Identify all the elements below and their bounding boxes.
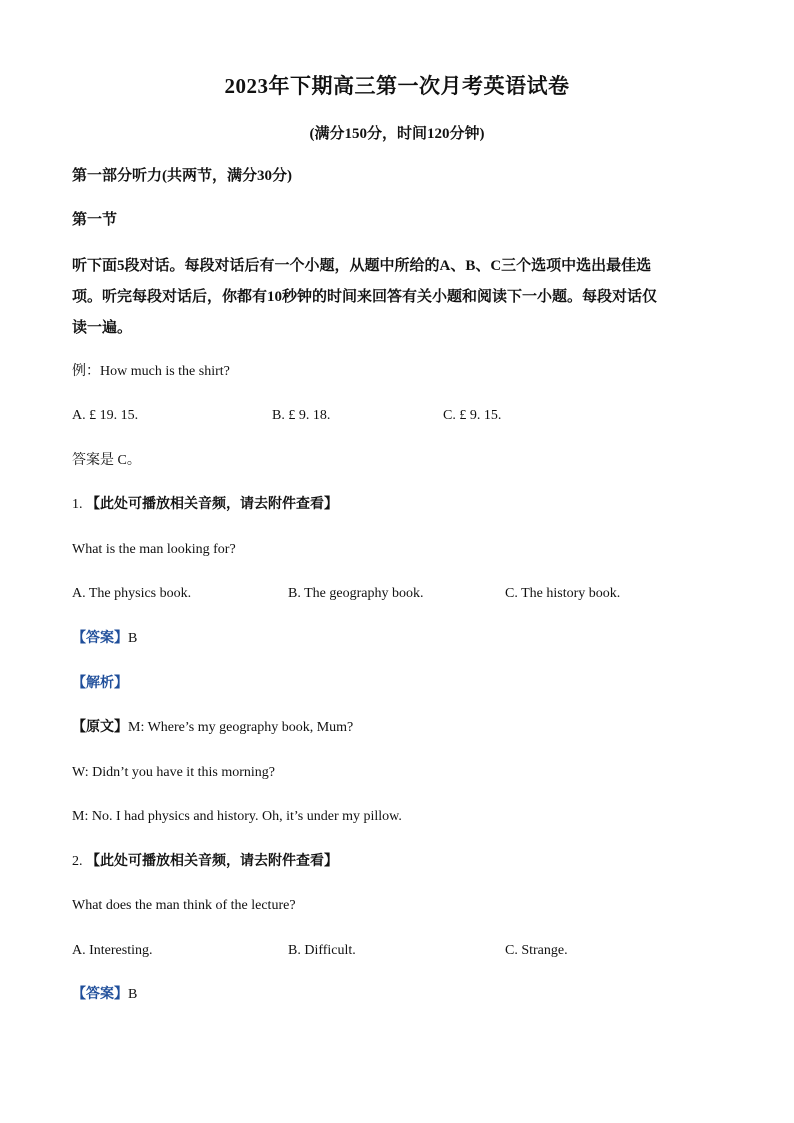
question-1-option-a: A. The physics book. [72, 586, 192, 601]
question-1-transcript-line-1 [72, 718, 353, 738]
example-option-a: A. £ 19. 15. [72, 408, 139, 423]
question-1-option-c: C. The history book. [505, 586, 621, 601]
answer-value: B [128, 987, 138, 1002]
question-1-text: What is the man looking for? [72, 542, 236, 557]
instructions-line-3: 读一遍。 [72, 320, 133, 336]
question-number: 1. [72, 497, 83, 512]
instructions-line-1: 听下面5段对话。每段对话后有一个小题，从题中所给的A、B、C三个选项中选出最佳选 [72, 258, 652, 274]
exam-subtitle: (满分150分，时间120分钟) [309, 126, 485, 142]
answer-tag: 【答案】 [72, 987, 128, 1002]
audio-note: 【此处可播放相关音频，请去附件查看】 [86, 854, 338, 869]
question-1-option-b: B. The geography book. [288, 586, 424, 601]
page-title: 2023年下期高三第一次月考英语试卷 [224, 74, 570, 98]
example-option-c: C. £ 9. 15. [443, 408, 502, 423]
audio-note: 【此处可播放相关音频，请去附件查看】 [86, 497, 338, 512]
analysis-tag: 【解析】 [72, 676, 128, 691]
question-2-text: What does the man think of the lecture? [72, 898, 296, 913]
example-option-b: B. £ 9. 18. [272, 408, 331, 423]
question-number: 2. [72, 854, 83, 869]
transcript-tag: 【原文】 [72, 720, 128, 735]
instructions [72, 251, 722, 344]
part1-heading: 第一部分听力(共两节，满分30分) [72, 168, 292, 184]
question-1-header [72, 495, 338, 515]
question-2-answer [72, 985, 137, 1005]
answer-value: B [128, 631, 138, 646]
example-question: 例：How much is the shirt? [72, 364, 230, 379]
question-2-option-b: B. Difficult. [288, 943, 356, 958]
question-2-option-a: A. Interesting. [72, 943, 153, 958]
instructions-line-2: 项。听完每段对话后，你都有10秒钟的时间来回答有关小题和阅读下一小题。每段对话仅 [72, 289, 658, 305]
question-1-answer [72, 629, 137, 649]
question-2-option-c: C. Strange. [505, 943, 568, 958]
example-answer: 答案是 C。 [72, 453, 141, 468]
answer-tag: 【答案】 [72, 631, 128, 646]
question-1-analysis [72, 674, 128, 694]
question-1-transcript-line-3: M: No. I had physics and history. Oh, it’s under my pillow. [72, 809, 402, 824]
transcript-text: M: Where’s my geography book, Mum? [128, 720, 354, 735]
question-1-transcript-line-2: W: Didn’t you have it this morning? [72, 765, 275, 780]
section1-heading: 第一节 [72, 212, 118, 228]
question-2-header [72, 852, 338, 872]
